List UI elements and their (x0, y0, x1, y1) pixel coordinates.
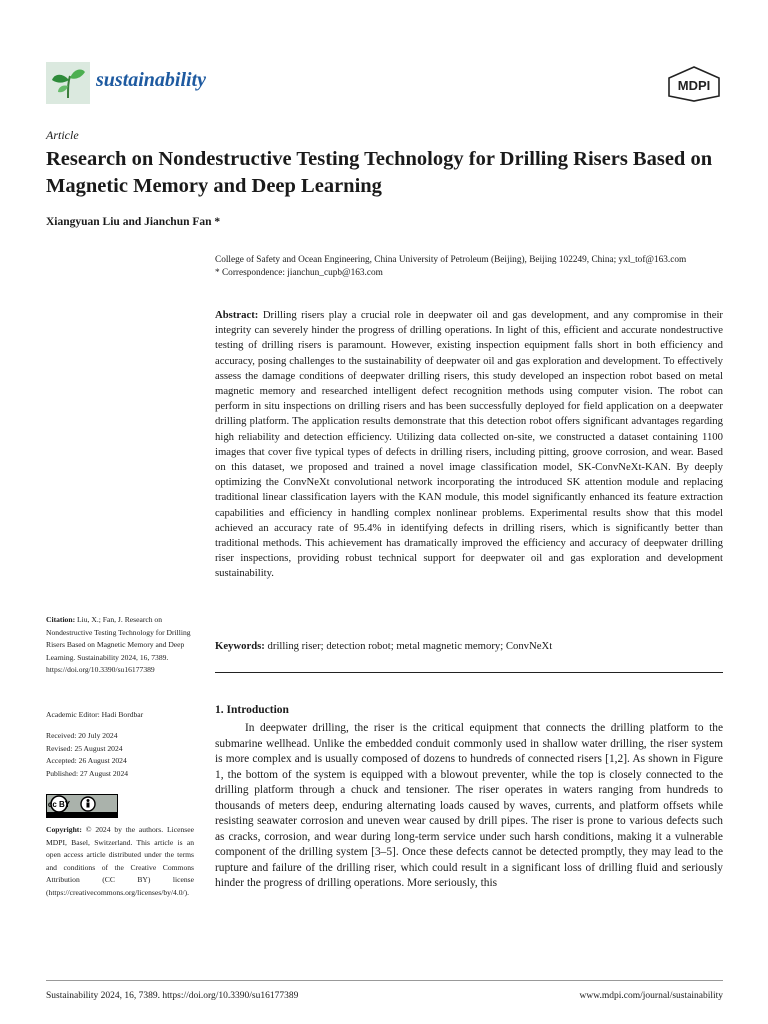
footer-divider (46, 980, 723, 981)
revised-date: Revised: 25 August 2024 (46, 743, 123, 753)
cc-by-license-icon[interactable] (46, 794, 118, 818)
citation-text[interactable]: Liu, X.; Fan, J. Research on Nondestructive Testing Technology for Drilling Risers Based on Magnetic Memory and Deep Learning. Sustainability 2024, 16, 7389. https://doi.org/10.3390/su16177389 (46, 615, 191, 675)
mdpi-logo-text: MDPI (677, 78, 711, 93)
received-date: Received: 20 July 2024 (46, 731, 118, 740)
article-title: Research on Nondestructive Testing Technology for Drilling Risers Based on Magnetic Memory and Deep Learning (46, 148, 713, 197)
journal-logo-icon (46, 62, 90, 104)
keywords (215, 640, 723, 652)
published-date: Published: 27 August 2024 (46, 768, 129, 778)
cc-badge-text: cc BY (47, 800, 71, 809)
footer-journal-url[interactable]: www.mdpi.com/journal/sustainability (579, 991, 723, 1001)
copyright-block (46, 824, 194, 900)
abstract (215, 308, 723, 582)
abstract-text: Drilling risers play a crucial role in deepwater oil and gas development, and any compromise in their integrity can severely hinder the progress of drilling operations. In light of this, efficient and accurate nondestructive testing of drilling risers is paramount. However, existing inspection equipment falls short in both efficiency and accuracy, posing challenges to the sustainability of deepwater oil and gas exploration and development. To effectively assess the damage conditions of deepwater drilling risers, this study developed an inspection robot based on metal magnetic memory and researched intelligent defect recognition methods using computer vision. The robot can perform in situ inspections on drilling risers and has been successfully deployed for field application on a deepwater drilling platform. The application results demonstrate that this detection robot offers significant advantages regarding high reliability and detection efficiency. Utilizing data collected on-site, we constructed a dataset containing 1100 images that cover five typical types of defects in drilling risers, including pitting, groove corrosion, and wear. Based on this dataset, we proposed and trained a novel image classification model, SK-ConvNeXt-KAN. By deeply optimizing the ConvNeXt convolutional network incorporating the introduced SK attention module and replacing traditional linear classification layers with the KAN module, this model significantly enhanced its feature extraction capabilities and efficiency in handling complex nonlinear problems. Experimental results show that this model achieved an accuracy rate of 95.4% in identifying defects in drilling risers, which is significantly better than traditional methods. This achievement has dramatically improved the efficiency and accuracy of deepwater drilling riser inspections, providing robust technical support for deepwater oil and gas exploration and development sustainability. (215, 309, 723, 580)
footer-citation[interactable]: Sustainability 2024, 16, 7389. https://doi.org/10.3390/su16177389 (46, 991, 299, 1001)
journal-name[interactable]: sustainability (96, 69, 207, 91)
introduction-heading: 1. Introduction (215, 704, 289, 716)
authors: Xiangyuan Liu and Jianchun Fan * (46, 216, 221, 228)
affiliation-block (215, 254, 725, 280)
citation-block (46, 614, 194, 677)
academic-editor: Academic Editor: Hadi Bordbar (46, 710, 144, 719)
citation-label: Citation: (46, 615, 76, 624)
accepted-date: Accepted: 26 August 2024 (46, 756, 127, 766)
introduction-text: In deepwater drilling, the riser is the critical equipment that connects the drilling platform to the submarine wellhead. Unlike the embedded conduit commonly used in shallow water drilling, the riser system is more complex and is usually composed of dozens to hundreds of connected risers [1,2]. As shown in Figure 1, the bottom of the system is equipped with a blowout preventer, while the top is closely connected to the drilling platform through a chuck and tensioner. The riser operates in waters ranging from hundreds to thousands of meters deep, enduring alternating loads caused by waves, currents, and platform offsets while resisting seawater corrosion and uneven wear caused by drill pipes. The riser is prone to various defects such as cracks, corrosion, and wear during long-term service under such harsh conditions, making it a vulnerable component of the drilling system [3–5]. Once these defects cannot be detected promptly, they may lead to the rupture and failure of the drilling riser, which could result in a significant loss of drilling fluid and seriously hinder the progress of drilling operations. More seriously, this (215, 722, 723, 890)
keywords-label: Keywords: (215, 640, 265, 652)
dates-block (46, 730, 194, 780)
section-divider (215, 672, 723, 673)
mdpi-logo-icon[interactable] (667, 66, 721, 102)
copyright-label: Copyright: (46, 825, 82, 834)
keywords-text: drilling riser; detection robot; metal magnetic memory; ConvNeXt (267, 640, 553, 652)
abstract-label: Abstract: (215, 309, 259, 321)
article-type: Article (46, 128, 79, 142)
affiliation: College of Safety and Ocean Engineering, China University of Petroleum (Beijing), Beijing 102249, China; yxl_tof@163.com (215, 255, 687, 265)
copyright-text: © 2024 by the authors. Licensee MDPI, Basel, Switzerland. This article is an open access article distributed under the terms and conditions of the Creative Commons Attribution (CC BY) license (https://creativecommons.org/licenses/by/4.0/). (46, 825, 194, 897)
correspondence: * Correspondence: jianchun_cupb@163.com (215, 268, 383, 279)
